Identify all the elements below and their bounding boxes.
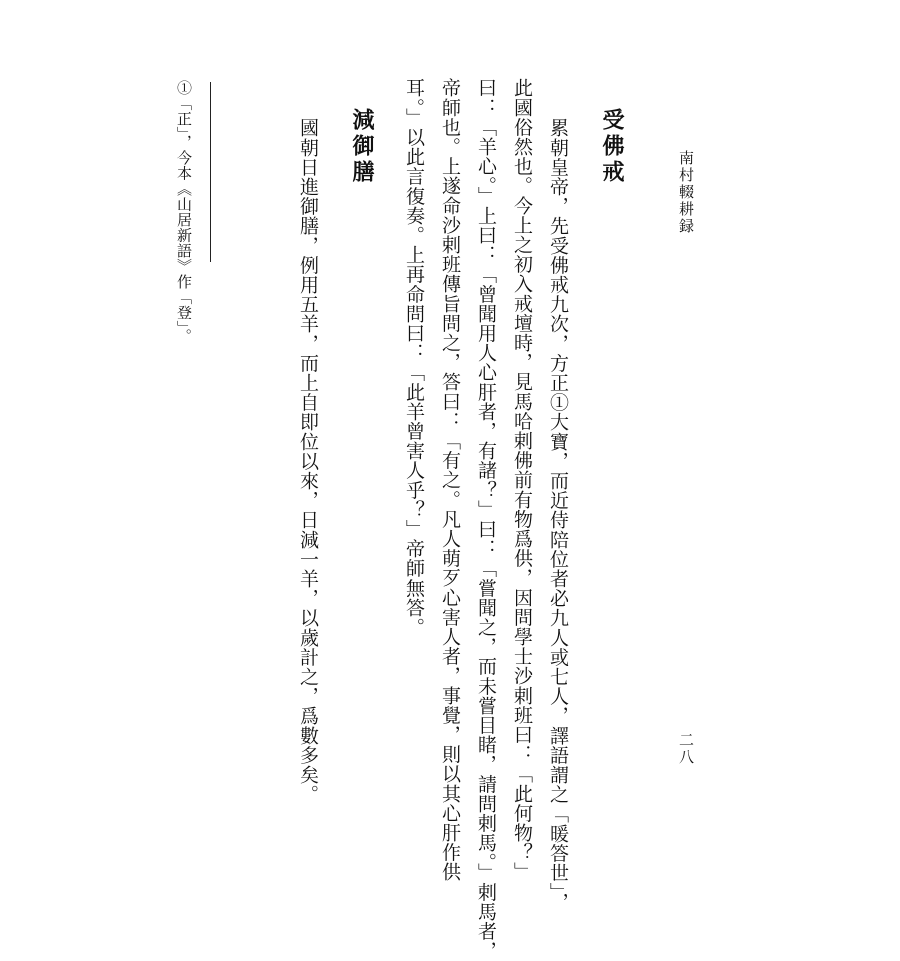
section1-line-1: 累朝皇帝，先受佛戒九次，方正①大寶，而近侍陪位者必九人或七人，譯語謂之「暖答世」， — [547, 118, 569, 913]
page-number: 二八 — [677, 732, 695, 766]
footnote-1: ①「正」，今本《山居新語》作「登」。 — [175, 80, 193, 344]
section-heading-reducing-meals: 減御膳 — [349, 108, 374, 186]
footnote-divider — [210, 82, 211, 262]
section-heading-receiving-precepts: 受佛戒 — [599, 108, 624, 186]
section1-line-3: 曰：「羊心。」上曰：「曾聞用人心肝者，有諸？」曰：「嘗聞之，而未嘗目睹，請問剌馬。」剌馬者， — [475, 78, 497, 961]
section2-line-1: 國朝日進御膳，例用五羊，而上自即位以來，日減一羊，以歲計之，爲數多矣。 — [297, 118, 319, 804]
section1-line-5: 耳。」以此言復奏。上再命問曰：「此羊曾害人乎？」帝師無答。 — [403, 78, 425, 637]
section1-line-2: 此國俗然也。今上之初入戒壇時，見馬哈剌佛前有物爲供，因問學士沙剌班曰：「此何物？」 — [511, 78, 533, 882]
section1-line-4: 帝師也。上遂命沙剌班傳旨問之，答曰：「有之。凡人萌歹心害人者，事覺，則以其心肝作供 — [439, 78, 461, 882]
running-head-book-title: 南村輟耕録 — [677, 150, 695, 235]
